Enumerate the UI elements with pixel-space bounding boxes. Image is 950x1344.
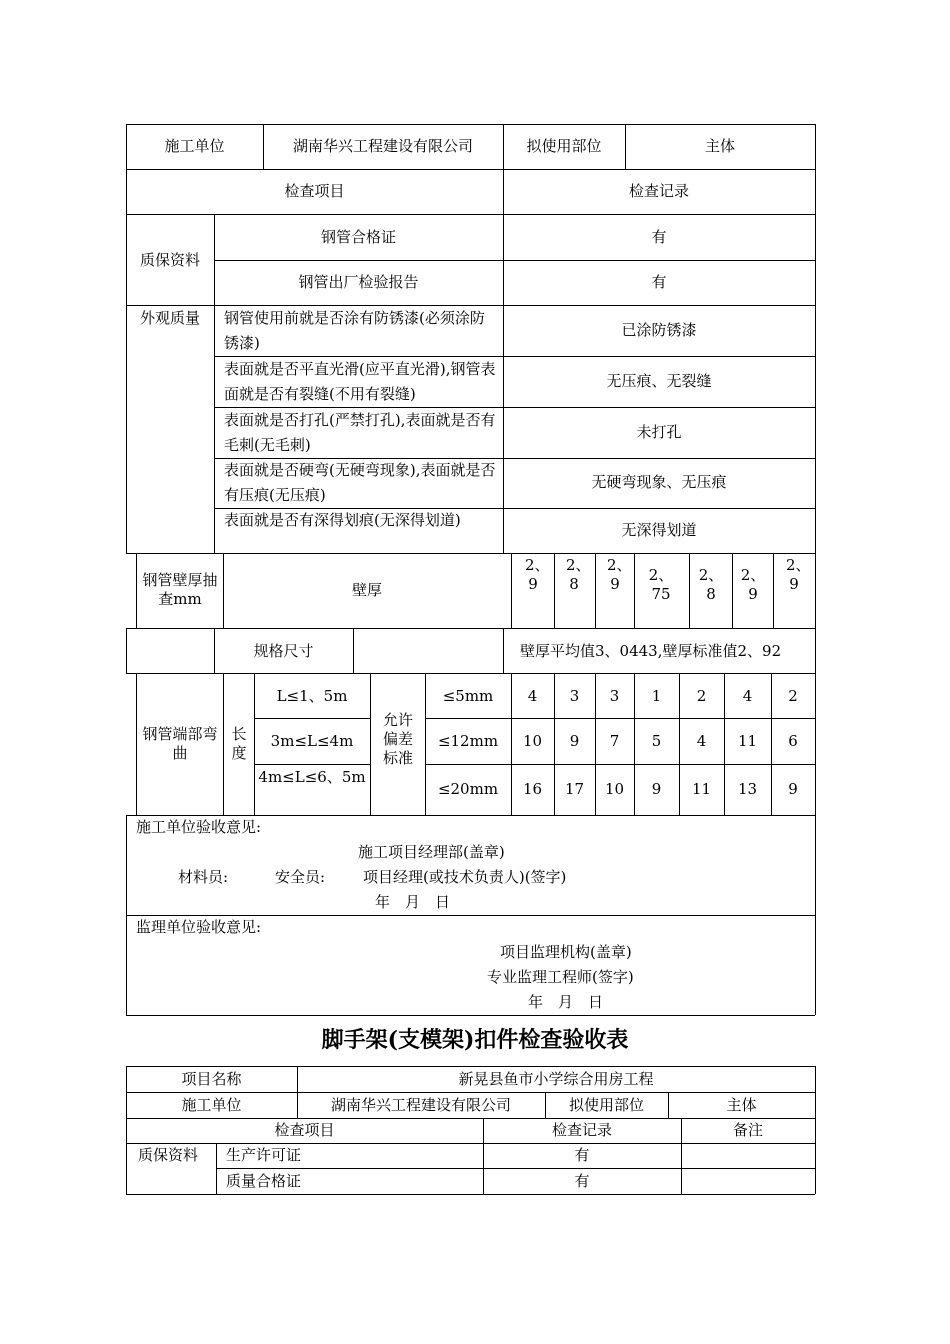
bend-value: 13 <box>737 780 758 798</box>
grid-line <box>214 214 215 553</box>
grid-line <box>425 764 815 765</box>
grid-line <box>126 815 127 1015</box>
bend-value: 1 <box>651 687 662 705</box>
bend-value: 4 <box>527 687 538 705</box>
grid-line <box>126 553 815 554</box>
appearance-record: 无硬弯现象、无压痕 <box>591 473 727 491</box>
wall-thickness-label: 钢管壁厚抽查mm <box>142 571 218 608</box>
grid-line <box>126 124 815 125</box>
bend-range: L≤1、5m <box>276 687 348 705</box>
grid-line <box>595 553 596 628</box>
quality-doc-item: 钢管出厂检验报告 <box>298 273 419 291</box>
grid-line <box>136 673 137 815</box>
appearance-item: 表面就是否硬弯(无硬弯现象),表面就是否有压痕(无压痕) <box>224 461 496 504</box>
quality-docs-label: 质保资料 <box>138 1146 199 1164</box>
quality-doc-record: 有 <box>574 1172 590 1190</box>
construction-unit-label: 施工单位 <box>181 1096 242 1114</box>
grid-line <box>773 553 774 628</box>
wall-thickness-value: 2、8 <box>566 556 591 593</box>
bend-limit: ≤5mm <box>442 687 494 705</box>
inspection-record-header: 检查记录 <box>628 182 689 200</box>
grid-line <box>216 1143 217 1194</box>
bend-value: 4 <box>742 687 753 705</box>
appearance-item: 表面就是否平直光滑(应平直光滑),钢管表面就是否有裂缝(不用有裂缝) <box>224 360 496 403</box>
quality-docs-label: 质保资料 <box>139 251 200 269</box>
bend-range: 3m≤L≤4m <box>270 732 354 750</box>
bend-value: 6 <box>788 732 798 750</box>
bend-value: 10 <box>522 732 543 750</box>
appearance-record: 无深得划道 <box>621 521 697 539</box>
supervisor-opinion-label: 监理单位验收意见: <box>136 918 262 936</box>
quality-doc-record: 有 <box>651 273 667 291</box>
bend-value: 9 <box>651 780 662 798</box>
grid-line <box>554 553 555 628</box>
page-title: 脚手架(支模架)扣件检查验收表 <box>321 1027 629 1053</box>
grid-line <box>634 553 635 628</box>
spec-label: 规格尺寸 <box>253 642 314 660</box>
contractor-date: 年 月 日 <box>375 893 451 911</box>
quality-doc-record: 有 <box>574 1146 590 1164</box>
wall-thickness-value: 2、9 <box>740 566 766 603</box>
usage-part-value: 主体 <box>726 1096 757 1114</box>
grid-line <box>223 673 224 815</box>
appearance-label: 外观质量 <box>139 309 200 327</box>
bend-value: 9 <box>569 732 580 750</box>
grid-line <box>126 1194 815 1195</box>
appearance-record: 已涂防锈漆 <box>621 321 697 339</box>
bend-value: 11 <box>691 780 712 798</box>
inspection-item-header: 检查项目 <box>284 182 345 200</box>
bend-limit: ≤20mm <box>437 780 499 798</box>
bend-value: 7 <box>609 732 620 750</box>
inspection-record-header: 检查记录 <box>551 1121 612 1139</box>
grid-line <box>370 673 371 815</box>
grid-line <box>126 628 127 673</box>
usage-part-label: 拟使用部位 <box>568 1096 644 1114</box>
grid-line <box>126 673 815 674</box>
grid-line <box>126 1015 815 1016</box>
bend-value: 9 <box>788 780 798 798</box>
grid-line <box>214 260 815 261</box>
grid-line <box>425 718 815 719</box>
contractor-opinion-label: 施工单位验收意见: <box>136 818 262 836</box>
grid-line <box>815 1066 816 1194</box>
construction-unit-label: 施工单位 <box>164 137 225 155</box>
project-manager-signature: 项目经理(或技术负责人)(签字) <box>363 868 567 886</box>
bend-value: 10 <box>604 780 625 798</box>
wall-thickness-value: 2、75 <box>648 566 674 603</box>
bend-value: 11 <box>737 732 758 750</box>
material-staff-signature: 材料员: <box>178 868 229 886</box>
project-name-label: 项目名称 <box>181 1070 242 1088</box>
usage-part-label: 拟使用部位 <box>526 137 602 155</box>
grid-line <box>254 718 370 719</box>
quality-doc-item: 钢管合格证 <box>320 228 396 246</box>
supervisor-seal: 项目监理机构(盖章) <box>500 943 632 961</box>
wall-thickness-sublabel: 壁厚 <box>351 581 382 599</box>
remarks-header: 备注 <box>732 1121 763 1139</box>
bend-value: 4 <box>696 732 707 750</box>
appearance-record: 无压痕、无裂缝 <box>606 372 712 390</box>
bend-value: 2 <box>788 687 798 705</box>
bend-value: 3 <box>569 687 580 705</box>
length-label: 长度 <box>231 725 247 762</box>
wall-thickness-value: 2、8 <box>698 566 724 603</box>
grid-line <box>511 553 512 628</box>
appearance-item: 表面就是否打孔(严禁打孔),表面就是否有毛刺(无毛刺) <box>224 411 496 454</box>
grid-line <box>254 764 370 765</box>
grid-line <box>136 553 137 628</box>
wall-thickness-value: 2、9 <box>607 556 632 593</box>
grid-line <box>126 169 815 170</box>
spec-summary: 壁厚平均值3、0443,壁厚标准值2、92 <box>520 642 782 660</box>
usage-part-value: 主体 <box>704 137 735 155</box>
quality-doc-record: 有 <box>651 228 667 246</box>
bend-range: 4m≤L≤6、5m <box>258 768 366 786</box>
appearance-record: 未打孔 <box>636 423 682 441</box>
grid-line <box>126 628 815 629</box>
quality-doc-item: 生产许可证 <box>226 1146 302 1164</box>
bend-value: 17 <box>564 780 585 798</box>
project-name-value: 新晃县鱼市小学综合用房工程 <box>458 1070 654 1088</box>
grid-line <box>503 628 504 673</box>
appearance-item: 钢管使用前就是否涂有防锈漆(必须涂防锈漆) <box>224 309 485 352</box>
grid-line <box>126 214 815 215</box>
bend-limit: ≤12mm <box>437 732 499 750</box>
wall-thickness-value: 2、9 <box>786 556 811 593</box>
bend-value: 2 <box>696 687 707 705</box>
bend-value: 3 <box>609 687 620 705</box>
deviation-label: 允许偏差标准 <box>382 711 413 767</box>
bend-value: 16 <box>522 780 543 798</box>
inspection-item-header: 检查项目 <box>274 1121 335 1139</box>
wall-thickness-value: 2、9 <box>525 556 550 593</box>
grid-line <box>689 553 690 628</box>
bend-label: 钢管端部弯曲 <box>142 725 218 762</box>
grid-line <box>815 124 816 1015</box>
contractor-seal: 施工项目经理部(盖章) <box>358 843 505 861</box>
bend-value: 5 <box>651 732 662 750</box>
safety-staff-signature: 安全员: <box>275 868 326 886</box>
construction-unit-value: 湖南华兴工程建设有限公司 <box>330 1096 511 1114</box>
appearance-item: 表面就是否有深得划痕(无深得划道) <box>224 511 461 529</box>
supervisor-date: 年 月 日 <box>528 993 604 1011</box>
grid-line <box>732 553 733 628</box>
supervisor-engineer-signature: 专业监理工程师(签字) <box>487 968 634 986</box>
quality-doc-item: 质量合格证 <box>226 1172 302 1190</box>
construction-unit-value: 湖南华兴工程建设有限公司 <box>292 137 473 155</box>
grid-line <box>353 628 354 673</box>
